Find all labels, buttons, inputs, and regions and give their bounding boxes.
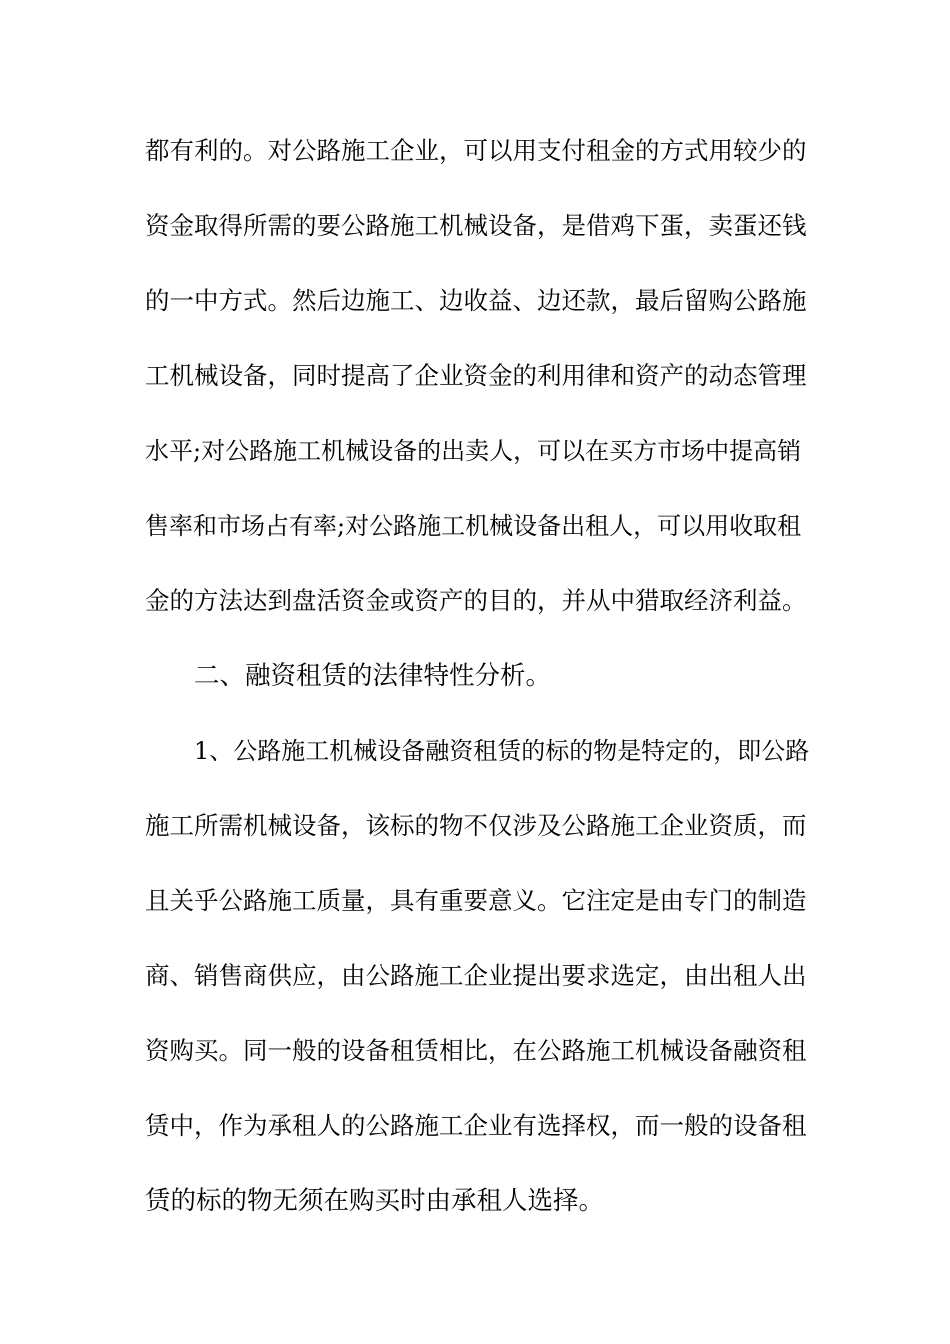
text-line: 的一中方式。然后边施工、边收益、边还款，最后留购公路施	[145, 286, 807, 315]
text-line: 售率和市场占有率;对公路施工机械设备出租人，可以用收取租	[145, 512, 802, 540]
text-line: 施工所需机械设备，该标的物不仅涉及公路施工企业资质，而	[145, 811, 807, 840]
text-line: 商、销售商供应，由公路施工企业提出要求选定，由出租人出	[145, 961, 807, 990]
text-line: 赁中，作为承租人的公路施工企业有选择权，而一般的设备租	[145, 1111, 807, 1140]
text-line: 1、公路施工机械设备融资租赁的标的物是特定的，即公路	[194, 737, 810, 765]
text-line: 资购买。同一般的设备租赁相比，在公路施工机械设备融资租	[145, 1036, 807, 1065]
text-line: 工机械设备，同时提高了企业资金的利用律和资产的动态管理	[145, 361, 807, 390]
text-line: 都有利的。对公路施工企业，可以用支付租金的方式用较少的	[145, 136, 807, 165]
text-line: 赁的标的物无须在购买时由承租人选择。	[145, 1186, 605, 1216]
text-line: 金的方法达到盘活资金或资产的目的，并从中猎取经济利益。	[145, 586, 807, 615]
section-heading: 二、融资租赁的法律特性分析。	[194, 661, 552, 691]
text-line: 资金取得所需的要公路施工机械设备，是借鸡下蛋，卖蛋还钱	[145, 211, 807, 240]
text-line: 水平;对公路施工机械设备的出卖人，可以在买方市场中提高销	[145, 437, 802, 465]
text-line: 且关乎公路施工质量，具有重要意义。它注定是由专门的制造	[145, 886, 807, 915]
